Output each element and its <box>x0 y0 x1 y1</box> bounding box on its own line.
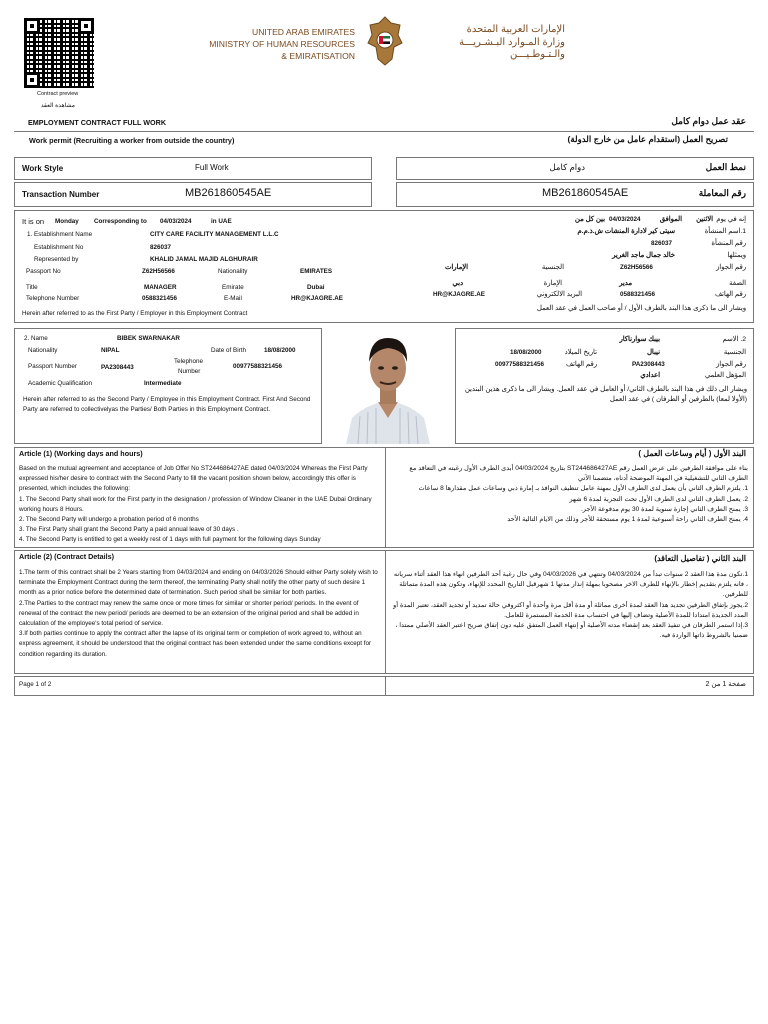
work-style-label-en: Work Style <box>22 164 64 173</box>
work-style-value-en: Full Work <box>195 163 229 172</box>
sp-phone-ar: 00977588321456 <box>495 361 545 368</box>
corresponding-label-ar: الموافق <box>659 216 682 223</box>
sp-phone-label-en: Telephone Number <box>174 358 204 375</box>
article1-body-ar: بناء على موافقة الطرفين على عرض العمل رقم ST244686427AE بتاريخ 04/03/2024 أبدى الطرف الأول رغبته في التعاقد مع الطرف الثاني للتشغيلية في المهنة الموضحة أدناه، متضمنا الآتي 1. يلتزم الطرف الثاني بأن يعمل لدى الطرف الأول بمهنة عامل تنظيف النوافذ بـ إمارة دبي وساعات عمل مقدارها 8 ساعات 2. يعمل الطرف الثاني لدى الطرف الأول تحت التجربة لمدة 6 شهر 3. يمنح الطرف الثاني إجازة سنوية لمدة 30 يوم مدفوعة الأجر. 4. يمنح الطرف الثاني راحة أسبوعية لمدة 1 يوم مستحقة للأجر وذلك من الايام التالية الأحد <box>409 465 748 524</box>
passport-en: Z62H56566 <box>142 268 175 275</box>
sp-passport-en: PA2308443 <box>101 364 134 371</box>
date-en: 04/03/2024 <box>160 218 192 225</box>
article2-body-ar: 1.تكون مدة هذا العقد 2 سنوات تبدأ من 04/03/2024 وتنتهي في 04/03/2026 وفي حال رغبة أحد الطرفين انهاء هذا العقد أثناء سريانه ، فانه يلتزم بتقديم إخطار بالإنهاء للطرف الاخر مصحوبا بمهلة إنذار مدتها 1 شهرقبل التاريخ المحدد للإنهاء، وتكون هذه المدة متماثلة للطرفين. 2.يجوز بإتفاق الطرفين تجديد هذا العقد لمدة أخرى مماثلة أو مدة أقل مرة وأحدة أو اكثروفي حالة تمديد أو تجديد العقد، تعتبر المدة أو المدد الجديدة امتدادا للمدة الأصلية وتضاف إليها في احتساب مدة الخدمة المستمرة للعامل. 3.إذا استمر الطرفان في تنفيذ العقد بعد إنقضاء مدته الأصلية أو إنتهاء العمل المتفق عليه دون إتفاق صريح اعتبر العقد الأصلي ممتدا ، ضمنيا بالشروط ذاتها الواردة فيه. <box>393 571 748 640</box>
second-party-note-ar: ويشار الى ذلك في هذا البند بالطرف الثاني/ أو العامل في عقد العمل. ويشار الى ما ذكرى هذين البندين (الأولا لمعا) بالطرفين أو الطرفان ) في عقد العمل <box>464 386 747 404</box>
page-number-en: Page 1 of 2 <box>19 681 52 688</box>
passport-ar: Z62H56566 <box>620 264 653 271</box>
day-ar: الاثنين <box>696 216 713 223</box>
sp-passport-label-ar: رقم الجواز <box>716 361 746 368</box>
email-label-ar: البريد الالكتروني <box>536 291 582 298</box>
line1-ar: إنه في يوم <box>716 216 746 223</box>
work-style-box-en <box>14 157 372 180</box>
est-name-label-en: 1. Establishment Name <box>27 231 93 238</box>
page-number-ar: صفحة 1 من 2 <box>705 681 746 688</box>
work-permit-en: Work permit (Recruiting a worker from outside the country) <box>29 136 235 145</box>
emirate-ar: دبي <box>452 280 463 287</box>
dob-label-en: Date of Birth <box>211 347 246 354</box>
title-ar: مدير <box>619 280 632 287</box>
first-party-note-ar: ويشار الى ما ذكرى هذا البند بالطرف الأول / أو صاحب العمل في عقد العمل <box>536 305 746 312</box>
it-is-on-label: It is on <box>22 217 45 226</box>
in-uae-label: in UAE <box>211 218 232 225</box>
sp-nationality-label-ar: الجنسية <box>723 349 746 356</box>
email-label-en: E-Mail <box>224 295 242 302</box>
ministry-name-en: UNITED ARAB EMIRATES MINISTRY OF HUMAN RESOURCES & EMIRATISATION <box>209 27 355 61</box>
qual-label-ar: المؤهل العلمي <box>704 372 746 379</box>
nationality-label-ar: الجنسية <box>541 264 564 271</box>
dob-ar: 18/08/2000 <box>510 349 542 356</box>
passport-label-ar: رقم الجواز <box>716 264 746 271</box>
dob-en: 18/08/2000 <box>264 347 296 354</box>
est-no-label-ar: رقم المنشأة <box>711 240 746 247</box>
name-label-en: 2. Name <box>24 335 48 342</box>
article1-title-ar: البند الأول ( أيام وساعات العمل ) <box>638 449 746 458</box>
work-style-value-ar: دوام كامل <box>549 162 585 172</box>
title-label-ar: الصفة <box>729 280 746 287</box>
transaction-number-ar: MB261860545AE <box>542 187 629 199</box>
qual-ar: اعدادي <box>640 372 660 379</box>
employee-photo <box>324 328 452 444</box>
dob-label-ar: تاريخ الميلاد <box>564 349 597 356</box>
ministry-name-ar: الإمارات العربية المتحدة وزارة المـوارد البـشـريـــة والـتـوطـيـــن <box>459 24 565 60</box>
transaction-number-en: MB261860545AE <box>185 187 272 199</box>
phone-label-ar: رقم الهاتف <box>714 291 746 298</box>
sp-passport-label-en: Passport Number <box>28 363 77 370</box>
footer-bar <box>14 676 754 696</box>
article1-body-en: Based on the mutual agreement and acceptance of Job Offer No ST244686427AE dated 04/03/2024 Whereas the First Party expressed his/her desire to contract with the Second Party to fill the vacant position shown below, accordingly this offer is presented, which includes the following: 1. The Second Party shall work for the First party in the designation / profession of Window Cleaner in the UAE Dubai Ordinary working hours 8 Hours. 2. The Second Party will undergo a probation period of 6 months 3. The First Party shall grant the Second Party a paid annual leave of 30 days . 4. The Second Party is entitled to get a weekly rest of 1 days with full payment for the following days Sunday <box>19 465 372 544</box>
name-en: BIBEK SWARNAKAR <box>117 335 180 342</box>
name-label-ar: 2. الاسم <box>722 336 746 343</box>
nationality-en: EMIRATES <box>300 268 333 275</box>
qual-label-en: Academic Qualification <box>28 380 93 387</box>
transaction-label-ar: رقم المعاملة <box>698 188 746 198</box>
title-en: MANAGER <box>144 284 177 291</box>
sp-phone-en: 00977588321456 <box>233 363 283 370</box>
second-party-note-en: Herein after referred to as the Second Party / Employee in this Employment Contract. First And Second Party are referred to collectivelyas the Parties/ Both Parties in this Employment Contract. <box>23 396 311 414</box>
sp-phone-label-ar: رقم الهاتف <box>565 361 597 368</box>
article2-title-ar: البند الثاني ( تفاصيل التعاقد) <box>654 554 746 563</box>
rep-en: KHALID JAMAL MAJID ALGHURAIR <box>150 256 258 263</box>
sp-nationality-en: NIPAL <box>101 347 120 354</box>
qr-caption-ar: مشاهدة العقد <box>40 103 75 109</box>
contract-title-en: EMPLOYMENT CONTRACT FULL WORK <box>28 118 167 127</box>
rep-label-ar: ويمثلها <box>727 252 746 259</box>
sp-nationality-ar: نيبال <box>646 349 660 356</box>
est-no-en: 826037 <box>150 244 172 251</box>
name-ar: بيبك سوارناكار <box>619 336 660 343</box>
title-label-en: Title <box>26 284 38 291</box>
email-ar: HR@KJAGRE.AE <box>433 291 485 298</box>
date-ar: 04/03/2024 <box>609 216 641 223</box>
article1-title-en: Article (1) (Working days and hours) <box>19 449 143 458</box>
day-en: Monday <box>55 218 79 225</box>
contract-title-ar: عقد عمل دوام كامل <box>671 116 746 126</box>
est-name-en: CITY CARE FACILITY MANAGEMENT L.L.C <box>150 231 279 238</box>
email-en: HR@KJAGRE.AE <box>291 295 343 302</box>
est-name-ar: سيتى كير لادارة المنشات ش.ذ.م.م <box>577 228 675 235</box>
nationality-label-en: Nationality <box>218 268 248 275</box>
phone-ar: 0588321456 <box>620 291 656 298</box>
between-ar: بين كل من <box>574 216 605 223</box>
first-party-note-en: Herein after referred to as the First Party / Employer in this Employment Contract <box>22 310 248 317</box>
emirate-en: Dubai <box>307 284 325 291</box>
emirate-label-ar: الإمارة <box>543 280 562 287</box>
est-no-ar: 826037 <box>651 240 673 247</box>
est-name-label-ar: 1.اسم المنشأة <box>704 228 746 235</box>
rep-ar: خالد جمال ماجد الغرير <box>612 252 675 259</box>
nationality-ar: الإمارات <box>444 264 468 271</box>
corresponding-label-en: Corresponding to <box>94 218 147 225</box>
qual-en: Intermediate <box>144 380 182 387</box>
sp-nationality-label-en: Nationality <box>28 347 58 354</box>
sp-passport-ar: PA2308443 <box>632 361 665 368</box>
est-no-label-en: Establishment No <box>34 244 84 251</box>
transaction-label-en: Transaction Number <box>22 190 100 199</box>
passport-label-en: Passport No <box>26 268 61 275</box>
article2-body-en: 1.The term of this contract shall be 2 Years starting from 04/03/2024 and ending on 04/03/2026 Should either Party solely wish to terminate the Employment Contract during the term thereof, the terminating Party shall notify the other party of such desire 1 month as a prior notice before the determined date of termination. Such period shall be similar for both parties. 2.The Parties to the contract may renew the same once or more times for similar or shorter period/ periods. In the event of renewal of the contract the new period/ periods are deemed to be an extension of the original period and shall be added in calculation of the employee's total period of service. 3.If both parties continue to apply the contract after the lapse of its original term or completion of work agreed to, without an express agreement, it should be understood that the original contract has been extended under the same conditions except for condition regarding its duration. <box>19 569 378 658</box>
article2-title-en: Article (2) (Contract Details) <box>19 552 115 561</box>
qr-caption-en: Contract preview <box>37 91 79 97</box>
rep-label-en: Represented by <box>34 256 79 263</box>
emirate-label-en: Emirate <box>222 284 244 291</box>
work-permit-ar: تصريح العمل (استقدام عامل من خارج الدولة) <box>567 134 728 144</box>
uae-emblem-icon <box>364 13 406 67</box>
phone-en: 0588321456 <box>142 295 178 302</box>
phone-label-en: Telephone Number <box>26 295 80 302</box>
work-style-label-ar: نمط العمل <box>705 162 746 172</box>
